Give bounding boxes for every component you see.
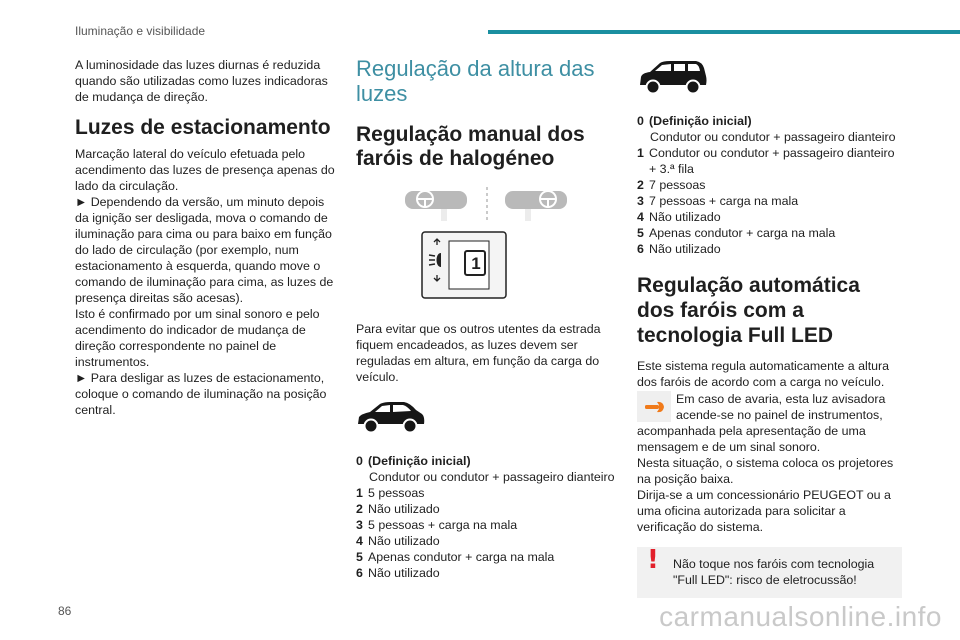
car-hatchback-illustration bbox=[356, 400, 426, 436]
list-item-text: Não utilizado bbox=[649, 210, 721, 224]
list-item bbox=[637, 145, 902, 177]
list-item-text: Apenas condutor + carga na mala bbox=[649, 226, 836, 240]
list-item-number: 0 bbox=[637, 114, 644, 128]
auto-paragraph-1: Este sistema regula automaticamente a altura dos faróis de acordo com a carga no veículo. bbox=[637, 359, 890, 389]
list-item-number: 2 bbox=[637, 178, 644, 192]
list-item-number: 4 bbox=[356, 534, 363, 548]
wrench-warning-icon bbox=[637, 391, 671, 422]
page-number: 86 bbox=[58, 604, 72, 618]
list-item-text: (Definição inicial) bbox=[649, 114, 752, 128]
list-item-text: Não utilizado bbox=[368, 534, 440, 548]
list-item-number: 5 bbox=[637, 226, 644, 240]
header-accent-bar bbox=[488, 30, 960, 34]
switch-position-label: 1 bbox=[471, 254, 481, 273]
heading-manual-adjustment: Regulação manual dos faróis de halogéneo bbox=[356, 123, 585, 170]
electrocution-warning-box bbox=[637, 547, 902, 598]
list-item-text: Condutor ou condutor + passageiro dianteiro bbox=[650, 130, 896, 144]
list-item bbox=[637, 113, 902, 129]
parking-paragraph-2: ► Dependendo da versão, um minuto depois da ignição ser desligada, mova o comando de iluminação para cima ou para baixo em função do lado de circulação (por exemplo, num estacionamento à esquerda, quando move o comando de iluminação para cima, as luzes de presença direitas são acesas). bbox=[75, 195, 334, 305]
car-suv-icon bbox=[638, 60, 708, 96]
auto-paragraph-2-rest: acompanhada pela apresentação de uma mensagem e de um sinal sonoro. bbox=[637, 424, 866, 454]
list-item-text: 7 pessoas bbox=[649, 178, 706, 192]
section-title: Regulação da altura das luzes bbox=[356, 56, 595, 106]
list-item-number bbox=[637, 129, 649, 145]
list-item-number: 6 bbox=[356, 566, 363, 580]
auto-paragraph-3: Nesta situação, o sistema coloca os projetores na posição baixa. bbox=[637, 456, 894, 486]
list-item bbox=[356, 565, 618, 581]
list-item-number: 6 bbox=[637, 242, 644, 256]
exclamation-icon: ! bbox=[647, 545, 659, 575]
list-item bbox=[637, 209, 902, 225]
list-item bbox=[637, 177, 902, 193]
headlamp-switch-icon bbox=[421, 231, 507, 299]
list-item bbox=[637, 193, 902, 209]
headlamp-switch-illustration bbox=[421, 231, 507, 299]
watermark: carmanualsonline.info bbox=[659, 601, 942, 632]
list-item-text: Condutor ou condutor + passageiro dianteiro + 3.ª fila bbox=[649, 146, 895, 176]
list-item-text: 5 pessoas + carga na mala bbox=[368, 518, 518, 532]
list-item-number: 1 bbox=[637, 146, 644, 160]
car-hatchback-icon bbox=[356, 400, 426, 436]
list-item-number: 1 bbox=[356, 486, 363, 500]
electrocution-warning-text: Não toque nos faróis com tecnologia "Full LED": risco de eletrocussão! bbox=[673, 557, 875, 587]
list-item bbox=[356, 549, 618, 565]
car-suv-illustration bbox=[638, 60, 708, 96]
parking-paragraph-3: Isto é confirmado por um sinal sonoro e pelo acendimento do indicador de mudança de direção correspondente no painel de instrumentos. bbox=[75, 307, 320, 369]
heading-automatic-adjustment: Regulação automática dos faróis com a tecnologia Full LED bbox=[637, 274, 860, 347]
auto-paragraph-4: Dirija-se a um concessionário PEUGEOT ou a uma oficina autorizada para solicitar a verificação do sistema. bbox=[637, 488, 891, 534]
list-item-text: Não utilizado bbox=[649, 242, 721, 256]
list-item-number: 3 bbox=[356, 518, 363, 532]
list-item-number: 2 bbox=[356, 502, 363, 516]
list-item-number: 0 bbox=[356, 454, 363, 468]
auto-paragraph-2-line1: Em caso de avaria, esta luz avisadora bbox=[676, 392, 886, 406]
list-item-text: Não utilizado bbox=[368, 566, 440, 580]
parking-paragraph-1: Marcação lateral do veículo efetuada pelo acendimento das luzes de presença apenas do lado da circulação. bbox=[75, 147, 335, 193]
list-item bbox=[356, 485, 618, 501]
list-item bbox=[356, 533, 618, 549]
heading-parking-lights: Luzes de estacionamento bbox=[75, 116, 331, 139]
list-item bbox=[356, 453, 618, 469]
list-item-text: Condutor ou condutor + passageiro dianteiro bbox=[369, 470, 615, 484]
intro-paragraph: A luminosidade das luzes diurnas é reduzida quando são utilizadas como luzes indicadoras de mudança de direção. bbox=[75, 58, 328, 104]
list-item bbox=[637, 225, 902, 241]
warning-lamp-row bbox=[637, 391, 902, 423]
column-2 bbox=[356, 50, 618, 581]
list-item-text: Não utilizado bbox=[368, 502, 440, 516]
list-item bbox=[356, 469, 618, 485]
auto-paragraph-2-line2: acende-se no painel de instrumentos, bbox=[676, 408, 883, 422]
list-item bbox=[356, 517, 618, 533]
list-item-text: (Definição inicial) bbox=[368, 454, 471, 468]
list-item bbox=[637, 129, 902, 145]
list-item-text: Apenas condutor + carga na mala bbox=[368, 550, 555, 564]
column-1 bbox=[75, 50, 337, 418]
list-item bbox=[637, 241, 902, 257]
load-settings-list-5-seat bbox=[356, 453, 618, 581]
list-item-number: 4 bbox=[637, 210, 644, 224]
load-settings-list-7-seat bbox=[637, 113, 902, 257]
list-item bbox=[356, 501, 618, 517]
manual-adjustment-paragraph: Para evitar que os outros utentes da estrada fiquem encadeados, as luzes devem ser reguladas em altura, em função da carga do veículo. bbox=[356, 322, 601, 384]
steering-illustration bbox=[405, 185, 570, 223]
list-item-number bbox=[356, 469, 368, 485]
header-title: Iluminação e visibilidade bbox=[75, 24, 206, 38]
steering-wheel-icon bbox=[405, 185, 570, 223]
column-3 bbox=[637, 50, 902, 598]
list-item-number: 3 bbox=[637, 194, 644, 208]
list-item-text: 7 pessoas + carga na mala bbox=[649, 194, 799, 208]
list-item-text: 5 pessoas bbox=[368, 486, 425, 500]
parking-paragraph-4: ► Para desligar as luzes de estacionamento, coloque o comando de iluminação na posição central. bbox=[75, 371, 327, 417]
list-item-number: 5 bbox=[356, 550, 363, 564]
